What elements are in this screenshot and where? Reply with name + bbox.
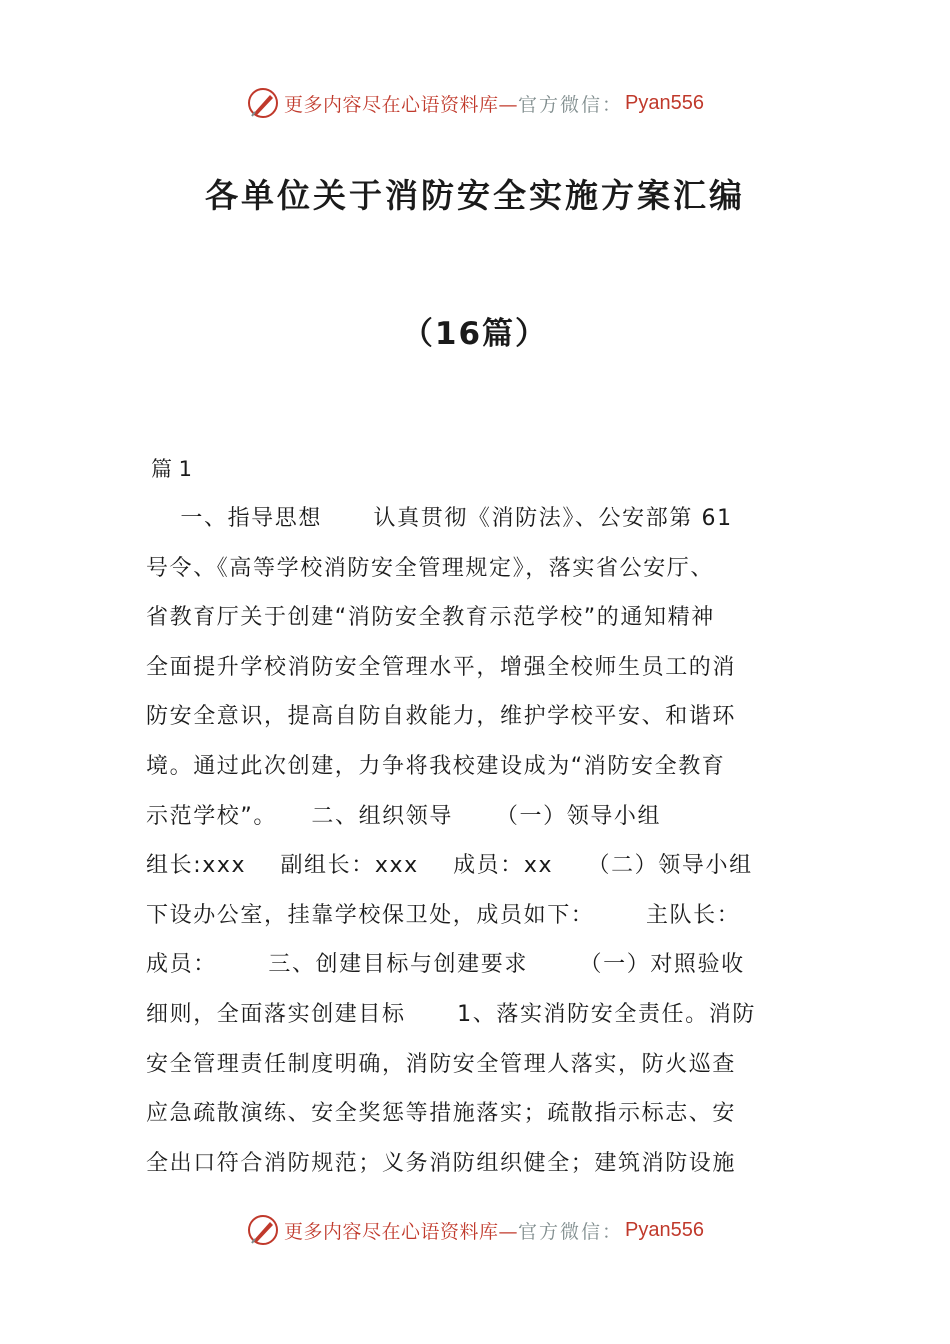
watermark-banner-bottom	[0, 1210, 950, 1250]
watermark-wechat-id: Pyan556	[625, 1218, 704, 1241]
body-line: 全出口符合消防规范；义务消防组织健全；建筑消防设施	[146, 1150, 737, 1176]
body-line: 组长:xxx 副组长：xxx 成员：xx （二）领导小组	[146, 853, 753, 879]
watermark-wechat-label: 官方微信：	[518, 1220, 624, 1243]
document-title: 各单位关于消防安全实施方案汇编	[205, 176, 745, 215]
body-line: 成员： 三、创建目标与创建要求 （一）对照验收	[146, 952, 745, 978]
body-line: 安全管理责任制度明确，消防安全管理人落实，防火巡查	[146, 1051, 737, 1077]
watermark-text: 更多内容尽在心语资料库—	[284, 93, 519, 116]
watermark-wechat-label: 官方微信：	[518, 93, 624, 116]
body-line: 防安全意识，提高自防自救能力，维护学校平安、和谐环	[146, 704, 737, 730]
body-line: 示范学校”。 二、组织领导 （一）领导小组	[146, 803, 662, 829]
body-line: 下设办公室，挂靠学校保卫处，成员如下： 主队长：	[146, 902, 741, 928]
body-line: 境。通过此次创建，力争将我校建设成为“消防安全教育	[146, 753, 726, 779]
document-subtitle: （16篇）	[401, 316, 549, 352]
section-label: 篇 1	[151, 457, 193, 481]
quill-logo-icon	[246, 86, 280, 120]
body-line: 号令、《高等学校消防安全管理规定》，落实省公安厅、	[146, 555, 715, 581]
quill-logo-icon	[246, 1213, 280, 1247]
watermark-wechat-id: Pyan556	[625, 91, 704, 114]
body-line: 省教育厅关于创建“消防安全教育示范学校”的通知精神	[146, 605, 715, 631]
body-line: 细则，全面落实创建目标 1、落实消防安全责任。消防	[146, 1001, 756, 1027]
watermark-text: 更多内容尽在心语资料库—	[284, 1220, 519, 1243]
body-line: 全面提升学校消防安全管理水平，增强全校师生员工的消	[146, 654, 737, 680]
watermark-banner-top	[0, 83, 950, 123]
body-line: 一、指导思想 认真贯彻《消防法》、公安部第 61	[146, 506, 733, 531]
body-paragraph	[146, 494, 804, 1188]
body-line: 应急疏散演练、安全奖惩等措施落实；疏散指示标志、安	[146, 1101, 737, 1127]
